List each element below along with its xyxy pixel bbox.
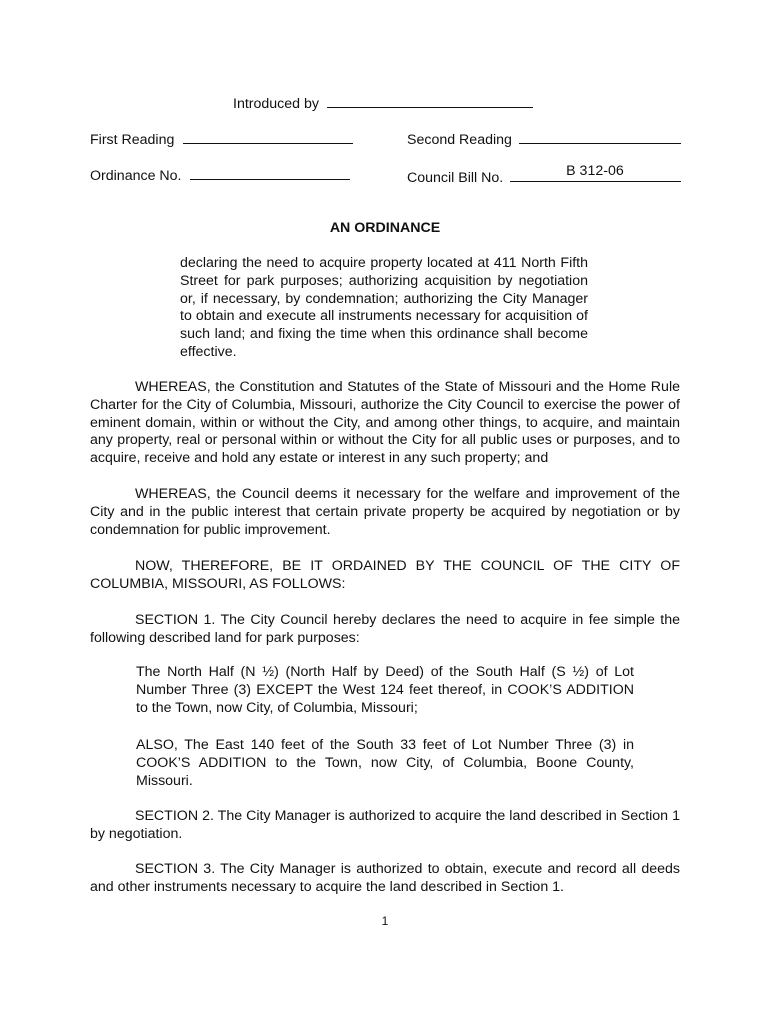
- section-3: SECTION 3. The City Manager is authorized to obtain, execute and record all deeds and other instruments necessary to acquire the land described in Section 1.: [90, 861, 680, 895]
- council-bill-blank: [510, 163, 681, 182]
- legal-description-2: ALSO, The East 140 feet of the South 33 feet of Lot Number Three (3) in COOK’S ADDITION to the Town, now City, of Columbia, Boone County, Missouri.: [136, 737, 634, 789]
- first-reading-row: [90, 130, 353, 150]
- ordinance-caption: declaring the need to acquire property located at 411 North Fifth Street for park purposes; authorizing acquisition by negotiation or, if necessary, by condemnation; authorizing the City Manager to obtain and execute all instruments necessary for acquisition of such land; and fixing the time when this ordinance shall become effective.: [180, 255, 588, 360]
- whereas-clause-2: WHEREAS, the Council deems it necessary for the welfare and improvement of the City and in the public interest that certain private property be acquired by negotiation or by condemnation for public improvement.: [90, 486, 680, 538]
- introduced-by-blank: [327, 94, 533, 108]
- first-reading-blank: [183, 130, 353, 144]
- introduced-by-row: [233, 94, 533, 114]
- second-reading-blank: [519, 130, 681, 144]
- legal-description-1: The North Half (N ½) (North Half by Deed) of the South Half (S ½) of Lot Number Three (3) EXCEPT the West 124 feet thereof, in COOK’S ADDITION to the Town, now City, of Columbia, Missouri;: [136, 664, 634, 716]
- introduced-by-label: Introduced by: [233, 96, 319, 112]
- page-number: 1: [381, 914, 389, 928]
- first-reading-label: First Reading: [90, 132, 175, 148]
- council-bill-row: [407, 163, 681, 188]
- second-reading-row: [407, 130, 681, 150]
- whereas-clause-1: WHEREAS, the Constitution and Statutes of the State of Missouri and the Home Rule Charter for the City of Columbia, Missouri, authorize the City Council to exercise the power of eminent domain, within or without the City, and among other things, to acquire, and maintain any property, real or personal within or without the City for all public uses or purposes, and to acquire, receive and hold any estate or interest in any such property; and: [90, 379, 680, 467]
- second-reading-label: Second Reading: [407, 132, 512, 148]
- section-1: SECTION 1. The City Council hereby declares the need to acquire in fee simple the following described land for park purposes:: [90, 612, 680, 646]
- council-bill-label: Council Bill No.: [407, 170, 504, 186]
- enacting-clause: NOW, THEREFORE, BE IT ORDAINED BY THE COUNCIL OF THE CITY OF COLUMBIA, MISSOURI, AS FOLLOWS:: [90, 558, 680, 592]
- section-2: SECTION 2. The City Manager is authorized to acquire the land described in Section 1 by negotiation.: [90, 808, 680, 842]
- council-bill-value: B 312-06: [566, 163, 624, 179]
- ordinance-no-row: [90, 166, 350, 186]
- document-title: AN ORDINANCE: [329, 220, 441, 236]
- ordinance-no-label: Ordinance No.: [90, 168, 182, 184]
- ordinance-no-blank: [190, 166, 350, 180]
